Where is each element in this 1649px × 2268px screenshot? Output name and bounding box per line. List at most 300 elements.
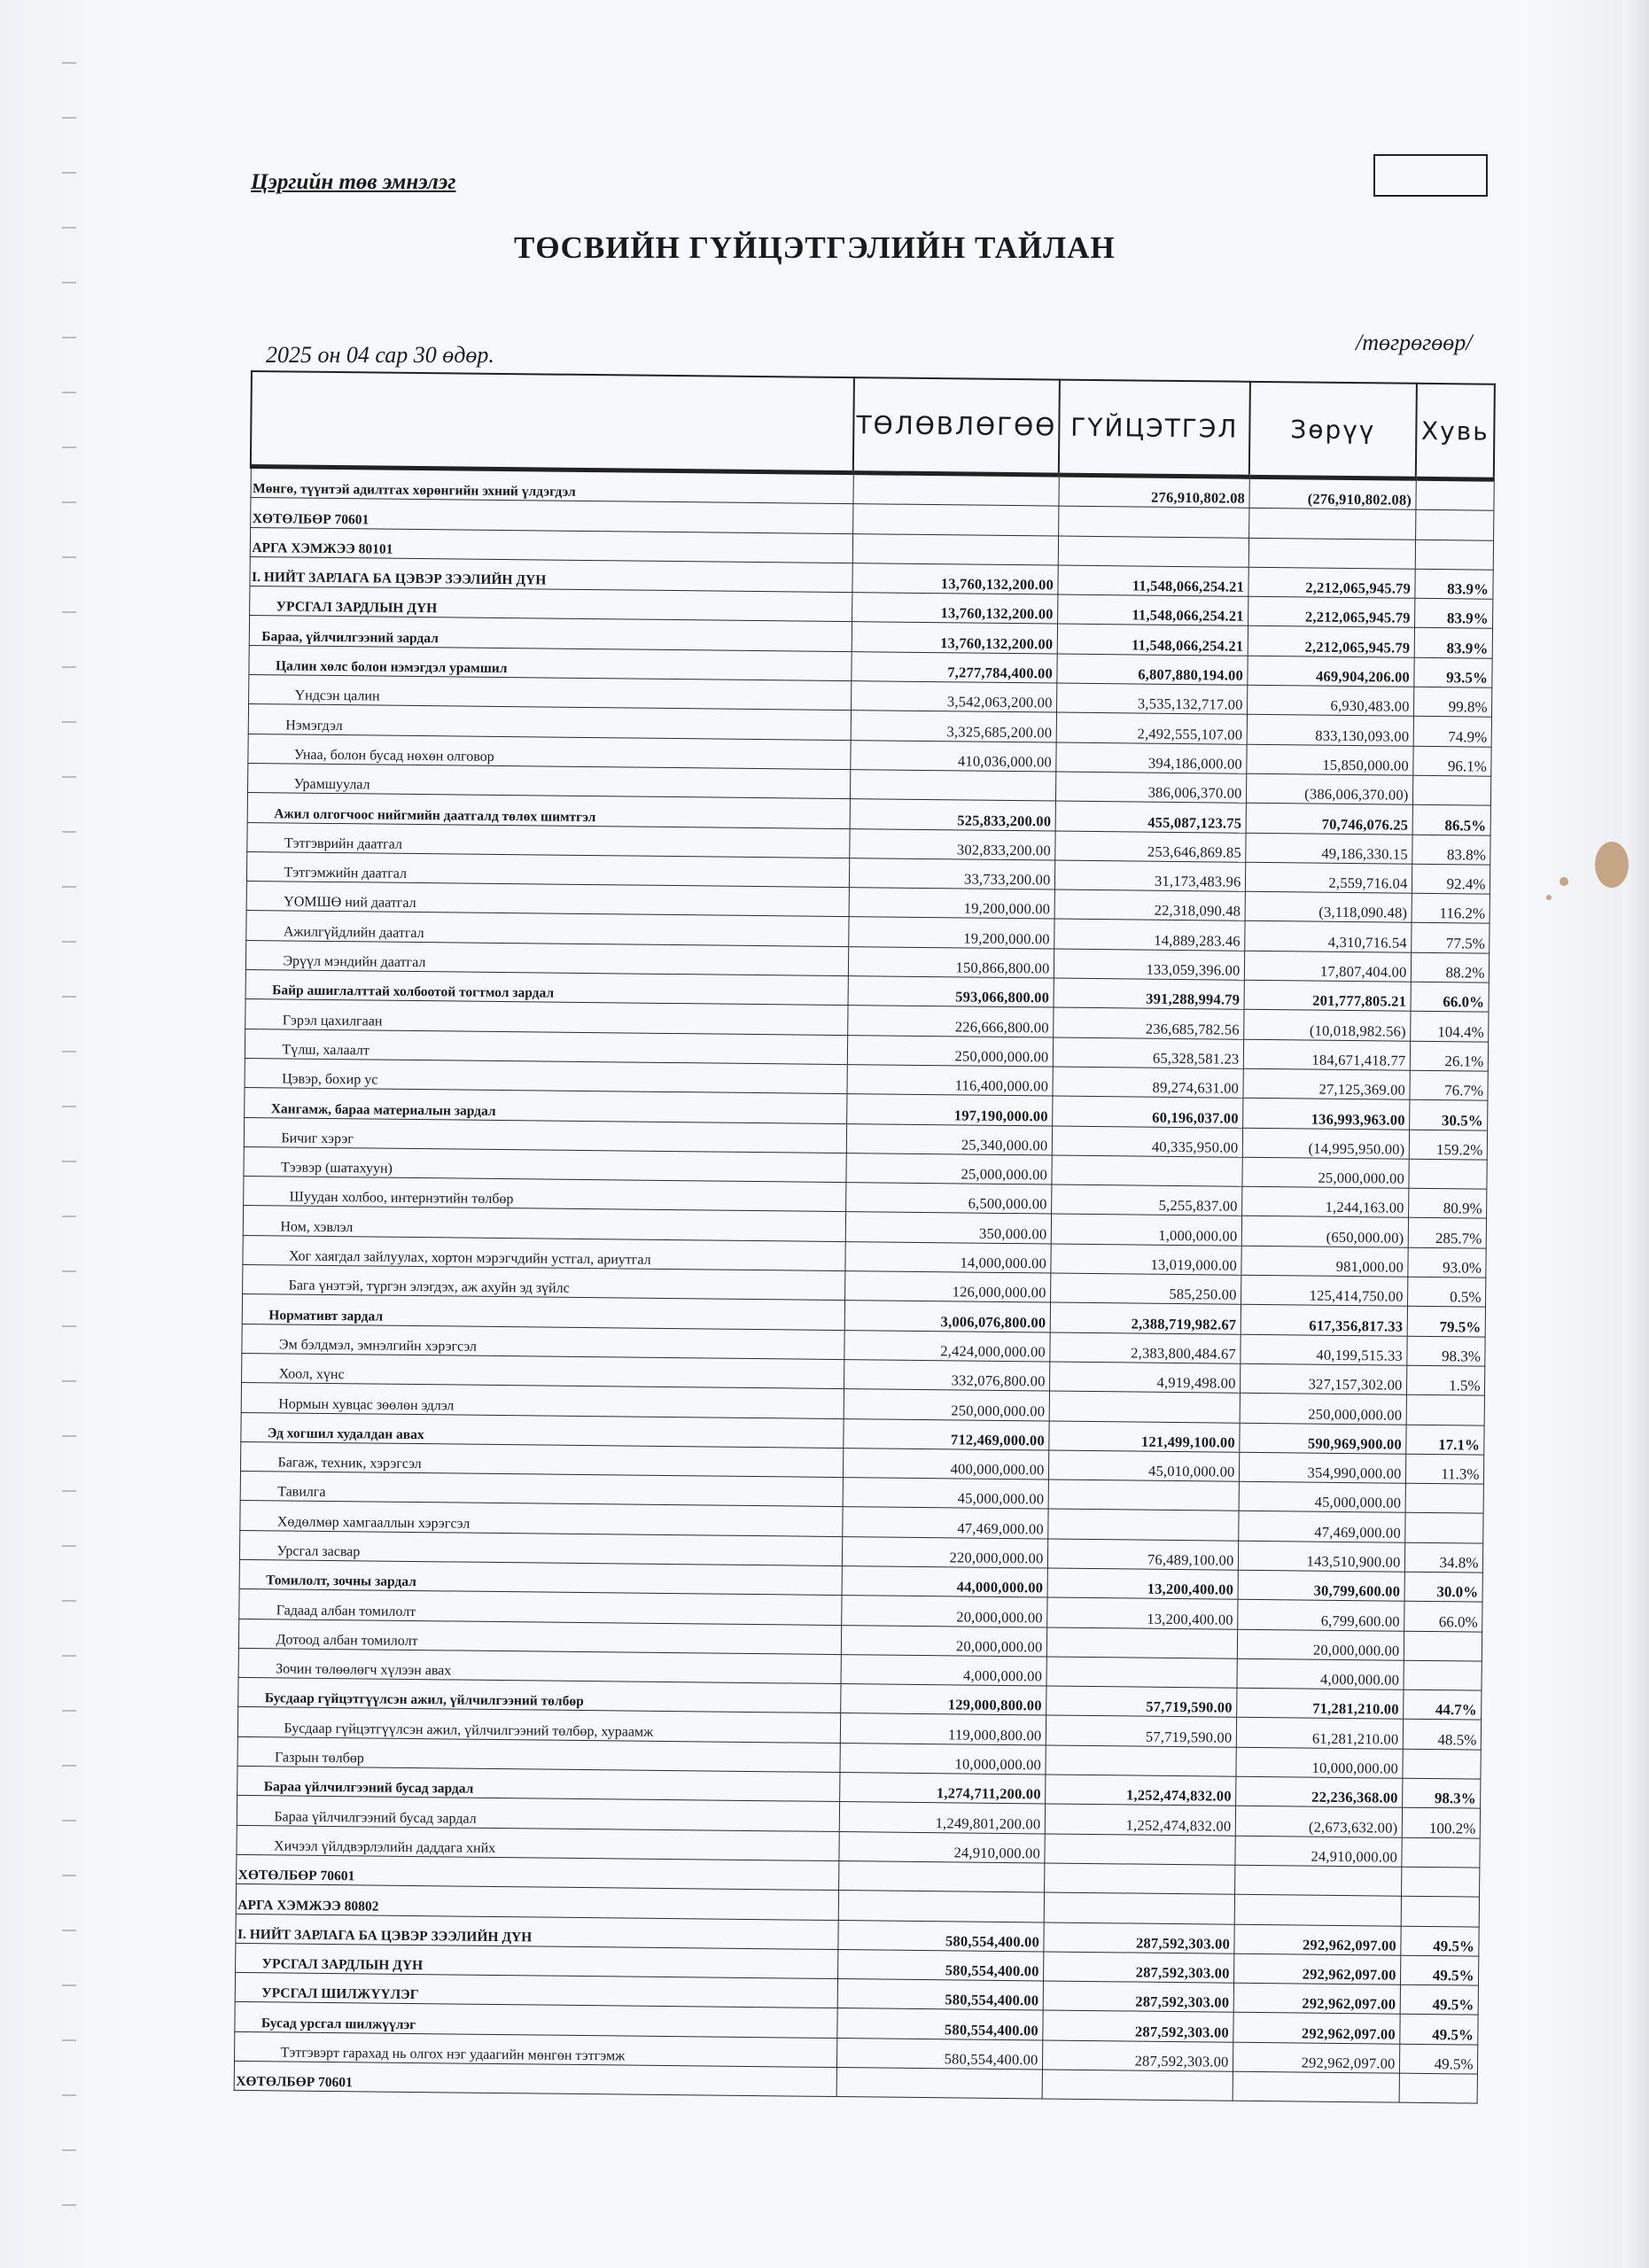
binder-mark: [62, 1765, 76, 1767]
row-execution: 60,196,037.00: [1052, 1096, 1242, 1128]
row-execution: 31,173,483.96: [1054, 860, 1245, 892]
row-percent: 30.0%: [1404, 1572, 1482, 1602]
row-percent: [1408, 1159, 1486, 1189]
row-difference: 25,000,000.00: [1241, 1157, 1408, 1188]
row-plan: 7,277,784,400.00: [851, 651, 1056, 683]
row-difference: 45,000,000.00: [1239, 1481, 1405, 1512]
binder-mark: [62, 1216, 76, 1217]
row-execution: 236,685,782.56: [1053, 1007, 1243, 1039]
row-execution: 287,592,303.00: [1042, 2010, 1233, 2042]
row-difference: 2,212,065,945.79: [1248, 596, 1414, 627]
row-label: Бусад урсгал шилжүүлэг: [234, 2002, 836, 2038]
binder-mark: [62, 776, 76, 778]
row-execution: [1046, 1627, 1237, 1659]
row-difference: [1248, 538, 1415, 569]
row-execution: 585,250.00: [1050, 1273, 1241, 1305]
row-plan: 3,325,685,200.00: [851, 711, 1056, 742]
row-percent: 48.5%: [1403, 1720, 1481, 1750]
row-difference: 49,186,330.15: [1245, 833, 1412, 864]
row-percent: 98.3%: [1406, 1336, 1484, 1366]
row-execution: 13,200,400.00: [1046, 1597, 1237, 1629]
row-plan: [838, 1860, 1044, 1892]
row-label: Тэтгэврийн даатгал: [246, 822, 849, 858]
report-title: ТӨСВИЙН ГҮЙЦЭТГЭЛИЙН ТАЙЛАН: [514, 230, 1116, 265]
row-label: Бараа үйлчилгээний бусад зардал: [237, 1766, 839, 1801]
row-percent: 49.5%: [1400, 1955, 1478, 1985]
row-difference: 184,671,418.77: [1243, 1039, 1410, 1070]
binder-mark: [62, 1325, 76, 1327]
binder-mark: [62, 1710, 76, 1712]
currency-unit: /төгрөгөөр/: [1356, 330, 1473, 355]
row-plan: 126,000,000.00: [844, 1271, 1050, 1303]
row-execution: 6,807,880,194.00: [1056, 654, 1247, 686]
row-percent: 34.8%: [1404, 1542, 1482, 1573]
row-plan: 3,542,063,200.00: [851, 681, 1056, 713]
row-label: Ажилгүйдлийн даатгал: [245, 911, 848, 946]
row-plan: 20,000,000.00: [841, 1596, 1046, 1627]
row-plan: 10,000,000.00: [839, 1743, 1045, 1775]
header-difference: Зөрүү: [1249, 382, 1417, 478]
row-execution: [1058, 506, 1248, 538]
binder-mark: [62, 1820, 76, 1821]
row-difference: 327,157,302.00: [1240, 1363, 1406, 1394]
row-percent: 99.8%: [1413, 687, 1491, 717]
binder-mark: [62, 1435, 76, 1437]
row-label: Зочин төлөөлөгч хүлээн авах: [238, 1648, 841, 1683]
row-difference: (14,995,950.00): [1242, 1128, 1409, 1159]
row-execution: 287,592,303.00: [1043, 1922, 1233, 1954]
row-plan: 410,036,000.00: [850, 740, 1055, 772]
row-percent: 92.4%: [1412, 864, 1490, 894]
row-label: Бусдаар гүйцэтгүүлсэн ажил, үйлчилгээний төлбөр, хураамж: [237, 1707, 840, 1743]
row-difference: 10,000,000.00: [1235, 1747, 1402, 1778]
row-label: Ном, хэвлэл: [243, 1206, 845, 1241]
row-execution: [1051, 1155, 1241, 1187]
row-percent: 100.2%: [1402, 1808, 1480, 1838]
row-label: Эм бэлдмэл, эмнэлгийн хэрэгсэл: [241, 1324, 844, 1359]
binder-mark: [62, 1051, 76, 1052]
binder-mark: [62, 1490, 76, 1492]
row-percent: 80.9%: [1408, 1188, 1486, 1218]
binder-mark: [62, 1930, 76, 1931]
row-plan: 47,469,000.00: [842, 1507, 1047, 1539]
row-execution: [1046, 1657, 1236, 1689]
row-plan: 1,274,711,200.00: [839, 1773, 1045, 1805]
row-plan: 33,733,200.00: [849, 858, 1054, 889]
row-percent: 285.7%: [1408, 1218, 1486, 1248]
row-execution: 2,383,800,484.67: [1049, 1332, 1240, 1364]
row-execution: 2,388,719,982.67: [1050, 1302, 1241, 1334]
row-difference: (2,673,632.00): [1235, 1806, 1402, 1837]
row-execution: 1,000,000.00: [1051, 1214, 1241, 1246]
row-label: Байр ашиглалттай холбоотой тогтмол зардал: [245, 970, 848, 1006]
row-difference: 250,000,000.00: [1240, 1393, 1406, 1424]
row-execution: 3,535,132,717.00: [1056, 683, 1247, 715]
row-percent: [1415, 540, 1493, 570]
row-label: Нормативт зардал: [242, 1294, 844, 1330]
header-percent: Хувь: [1416, 384, 1495, 479]
row-difference: 71,281,210.00: [1236, 1688, 1403, 1719]
row-percent: [1401, 1867, 1479, 1897]
row-percent: [1415, 478, 1493, 510]
row-label: Дотоод албан томилолт: [238, 1619, 841, 1654]
binder-mark: [62, 941, 76, 943]
binder-mark: [62, 501, 76, 503]
binder-mark: [62, 721, 76, 723]
row-execution: 45,010,000.00: [1048, 1450, 1239, 1482]
row-difference: 292,962,097.00: [1233, 1983, 1400, 2014]
row-difference: 61,281,210.00: [1236, 1718, 1403, 1749]
row-execution: 76,489,100.00: [1047, 1539, 1238, 1571]
row-difference: 4,000,000.00: [1236, 1658, 1403, 1689]
row-execution: 14,889,283.46: [1054, 919, 1244, 951]
binder-mark: [62, 2149, 76, 2151]
row-label: Цэвэр, бохир ус: [245, 1058, 847, 1093]
row-label: ХӨТӨЛБӨР 70601: [236, 1854, 838, 1890]
row-plan: 24,910,000.00: [838, 1831, 1044, 1863]
row-execution: 4,919,498.00: [1049, 1362, 1240, 1394]
row-percent: 83.9%: [1414, 628, 1492, 658]
row-percent: [1404, 1631, 1482, 1661]
row-plan: 44,000,000.00: [842, 1566, 1047, 1598]
row-execution: 133,059,396.00: [1054, 949, 1244, 981]
row-label: АРГА ХЭМЖЭЭ 80802: [236, 1884, 838, 1920]
row-percent: [1402, 1749, 1480, 1779]
row-difference: [1233, 2071, 1399, 2102]
header-execution: ГҮЙЦЭТГЭЛ: [1059, 380, 1250, 478]
row-execution: 287,592,303.00: [1042, 2040, 1233, 2072]
row-percent: 44.7%: [1403, 1689, 1481, 1720]
row-difference: 4,310,716.54: [1244, 921, 1411, 952]
row-difference: [1248, 509, 1415, 540]
binder-mark: [62, 556, 76, 558]
row-label: Унаа, болон бусад нөхөн олговор: [247, 734, 850, 769]
row-percent: 30.5%: [1409, 1099, 1487, 1130]
row-difference: (3,118,090.48): [1245, 891, 1412, 922]
row-plan: 712,469,000.00: [843, 1418, 1048, 1450]
row-percent: 83.9%: [1414, 598, 1492, 628]
row-difference: 617,356,817.33: [1241, 1305, 1407, 1336]
row-execution: 121,499,100.00: [1048, 1420, 1239, 1452]
row-plan: 197,190,000.00: [846, 1094, 1052, 1126]
row-execution: 253,646,869.85: [1054, 831, 1245, 863]
row-percent: 26.1%: [1410, 1041, 1488, 1071]
row-label: Бичиг хэрэг: [244, 1117, 846, 1153]
row-label: Хангамж, бараа материалын зардал: [244, 1088, 846, 1123]
row-label: Шуудан холбоо, интернэтийн төлбөр: [243, 1177, 845, 1212]
row-label: Томилолт, зочны зардал: [239, 1559, 842, 1595]
row-plan: 580,554,400.00: [837, 1979, 1043, 2011]
row-difference: [1234, 1894, 1401, 1925]
row-execution: 57,719,590.00: [1046, 1715, 1236, 1747]
row-percent: 159.2%: [1409, 1130, 1487, 1160]
row-execution: 65,328,581.23: [1053, 1037, 1243, 1069]
row-difference: (276,910,802.08): [1248, 477, 1415, 509]
row-execution: 11,548,066,254.21: [1057, 594, 1248, 626]
binder-mark: [62, 337, 76, 338]
row-label: Багаж, техник, хэрэгсэл: [240, 1441, 843, 1477]
row-execution: 276,910,802.08: [1058, 475, 1248, 509]
budget-table-wrapper: [233, 370, 1494, 2104]
row-percent: 83.9%: [1414, 569, 1492, 599]
row-execution: [1045, 1745, 1235, 1777]
binder-mark: [62, 1875, 76, 1876]
binder-mark: [62, 2094, 76, 2096]
binder-mark: [62, 62, 76, 64]
header-name: [251, 371, 854, 473]
row-percent: 11.3%: [1405, 1454, 1483, 1484]
report-date: 2025 он 04 сар 30 өдөр.: [266, 342, 494, 368]
row-plan: 250,000,000.00: [847, 1035, 1053, 1067]
binder-mark: [62, 1655, 76, 1657]
row-execution: 1,252,474,832.00: [1045, 1775, 1235, 1806]
row-execution: 287,592,303.00: [1043, 1981, 1233, 2013]
row-execution: 57,719,590.00: [1046, 1686, 1236, 1718]
row-difference: 2,212,065,945.79: [1248, 626, 1414, 657]
row-difference: [1234, 1865, 1401, 1896]
row-label: УРСГАЛ ЗАРДЛЫН ДҮН: [249, 586, 852, 622]
row-plan: 13,760,132,200.00: [852, 622, 1057, 654]
row-plan: 6,500,000.00: [845, 1183, 1051, 1215]
row-label: Тэтгэмжийн даатгал: [246, 851, 849, 887]
row-plan: 2,424,000,000.00: [844, 1330, 1049, 1362]
row-execution: [1044, 1892, 1234, 1924]
row-plan: 19,200,000.00: [848, 917, 1054, 949]
row-label: ХӨТӨЛБӨР 70601: [250, 498, 852, 533]
row-label: Хөдөлмөр хамгааллын хэрэгсэл: [239, 1501, 842, 1536]
row-plan: 220,000,000.00: [842, 1536, 1047, 1568]
row-percent: 86.5%: [1412, 805, 1490, 835]
row-difference: 292,962,097.00: [1233, 1953, 1400, 1984]
binder-mark: [62, 1984, 76, 1986]
row-difference: 2,559,716.04: [1245, 862, 1412, 893]
row-execution: [1044, 1834, 1234, 1866]
row-execution: [1048, 1480, 1239, 1511]
row-plan: 25,340,000.00: [846, 1123, 1052, 1155]
row-percent: 76.7%: [1409, 1070, 1487, 1100]
binder-mark: [62, 1380, 76, 1382]
row-execution: 13,019,000.00: [1050, 1244, 1241, 1276]
row-plan: 20,000,000.00: [841, 1625, 1046, 1657]
row-percent: 88.2%: [1411, 952, 1489, 983]
row-plan: [852, 533, 1058, 565]
row-percent: 49.5%: [1399, 2015, 1477, 2045]
row-label: Бараа үйлчилгээний бусад зардал: [237, 1796, 839, 1831]
row-label: Нормын хувцас зөөлөн эдлэл: [241, 1383, 844, 1418]
paper-stain: [1560, 877, 1568, 886]
row-percent: [1401, 1837, 1479, 1868]
row-difference: 15,850,000.00: [1246, 744, 1412, 775]
row-plan: 580,554,400.00: [836, 2038, 1042, 2070]
row-difference: 136,993,963.00: [1242, 1099, 1409, 1130]
row-label: УРСГАЛ ЗАРДЛЫН ДҮН: [235, 1943, 837, 1978]
budget-table: [233, 370, 1496, 2104]
row-label: Газрын төлбөр: [237, 1736, 840, 1772]
binder-mark: [62, 1270, 76, 1272]
row-plan: 332,076,800.00: [844, 1359, 1049, 1391]
binder-mark: [62, 666, 76, 668]
row-plan: 14,000,000.00: [844, 1241, 1050, 1273]
row-percent: 93.0%: [1407, 1247, 1485, 1278]
row-percent: [1404, 1513, 1482, 1543]
row-execution: 5,255,837.00: [1051, 1184, 1241, 1216]
paper-stain: [1546, 895, 1552, 900]
row-difference: 47,469,000.00: [1238, 1511, 1404, 1542]
row-percent: [1399, 2073, 1477, 2103]
row-difference: 20,000,000.00: [1237, 1629, 1404, 1660]
binder-mark: [62, 227, 76, 229]
row-difference: 354,990,000.00: [1239, 1452, 1405, 1483]
row-execution: [1047, 1509, 1238, 1541]
row-label: Түлш, халаалт: [245, 1029, 847, 1064]
binder-mark: [62, 282, 76, 284]
row-difference: 27,125,369.00: [1242, 1068, 1409, 1099]
row-percent: 79.5%: [1407, 1307, 1485, 1337]
row-label: Эд хогшил худалдан авах: [240, 1412, 843, 1448]
organization-name: Цэргийн төв эмнэлэг: [251, 170, 456, 194]
row-execution: 386,006,370.00: [1055, 772, 1246, 804]
row-execution: 22,318,090.48: [1054, 889, 1245, 921]
row-plan: [852, 504, 1058, 536]
row-label: Урсгал засвар: [239, 1530, 842, 1565]
row-percent: 49.5%: [1399, 2044, 1477, 2074]
binder-mark: [62, 1545, 76, 1547]
row-label: ХӨТӨЛБӨР 70601: [234, 2061, 836, 2096]
row-difference: 469,904,206.00: [1247, 656, 1413, 687]
row-plan: 302,833,200.00: [849, 828, 1054, 860]
row-percent: 93.5%: [1413, 657, 1491, 687]
row-difference: 590,969,900.00: [1239, 1423, 1405, 1454]
binder-mark: [62, 117, 76, 119]
paper-edge: [1622, 0, 1649, 2268]
row-plan: 593,066,800.00: [848, 976, 1054, 1008]
row-percent: 66.0%: [1404, 1601, 1482, 1631]
row-execution: 13,200,400.00: [1047, 1568, 1238, 1600]
row-percent: 104.4%: [1410, 1012, 1488, 1042]
row-execution: 11,548,066,254.21: [1057, 565, 1248, 597]
row-difference: (650,000.00): [1241, 1216, 1408, 1247]
row-plan: 150,866,800.00: [848, 946, 1054, 978]
row-plan: 13,760,132,200.00: [852, 563, 1057, 595]
row-label: АРГА ХЭМЖЭЭ 80101: [250, 527, 852, 563]
row-difference: 125,414,750.00: [1241, 1275, 1407, 1306]
row-label: Тэтгэвэрт гарахад нь олгох нэг удаагийн мөнгөн тэтгэмж: [234, 2031, 836, 2067]
binder-mark: [62, 392, 76, 393]
row-difference: 292,962,097.00: [1233, 1924, 1400, 1955]
header-plan: ТӨЛӨВЛӨГӨӨ: [853, 377, 1060, 475]
row-label: Гадаад албан томилолт: [238, 1589, 841, 1625]
row-label: I. НИЙТ ЗАРЛАГА БА ЦЭВЭР ЗЭЭЛИЙН ДҮН: [235, 1914, 837, 1949]
row-percent: 49.5%: [1400, 1984, 1478, 2015]
row-plan: 580,554,400.00: [837, 1949, 1043, 1981]
row-execution: 11,548,066,254.21: [1057, 625, 1248, 656]
row-percent: 49.5%: [1400, 1926, 1478, 1956]
row-label: Хоол, хүнс: [241, 1353, 844, 1388]
row-difference: 981,000.00: [1241, 1246, 1407, 1277]
row-label: Бараа, үйлчилгээний зардал: [249, 616, 852, 651]
row-label: Бага үнэтэй, түргэн элэгдэх, аж ахуйн эд зүйлс: [242, 1264, 844, 1300]
row-label: Гэрэл цахилгаан: [245, 999, 847, 1035]
row-label: Эрүүл мэндийн даатгал: [245, 940, 848, 975]
row-difference: 6,930,483.00: [1247, 685, 1413, 716]
row-label: Бусдаар гүйцэтгүүлсэн ажил, үйлчилгээний төлбөр: [237, 1678, 840, 1713]
row-label: Мөнгө, түүнтэй адилтгах хөрөнгийн эхний үлдэгдэл: [250, 467, 852, 504]
row-percent: 96.1%: [1412, 746, 1490, 776]
row-percent: [1412, 775, 1490, 805]
row-difference: 143,510,900.00: [1238, 1541, 1404, 1572]
row-percent: [1406, 1394, 1484, 1425]
row-plan: 25,000,000.00: [845, 1153, 1051, 1184]
row-execution: [1058, 536, 1248, 568]
code-box: [1373, 154, 1488, 197]
row-execution: [1042, 2070, 1233, 2101]
row-plan: 400,000,000.00: [843, 1448, 1048, 1480]
row-difference: 292,962,097.00: [1233, 2042, 1399, 2073]
row-plan: 226,666,800.00: [847, 1006, 1053, 1037]
binder-mark: [62, 2204, 76, 2206]
row-label: Хог хаягдал зайлуулах, хортон мэрэгчдийн устгал, ариутгал: [242, 1235, 844, 1270]
row-label: Хичээл үйлдвэрлэлийн даддага хнйх: [236, 1825, 838, 1860]
row-percent: 98.3%: [1402, 1778, 1480, 1808]
binder-mark: [62, 2039, 76, 2041]
row-difference: 292,962,097.00: [1233, 2013, 1399, 2044]
paper-stain: [1595, 842, 1629, 888]
row-label: Тавилга: [240, 1472, 843, 1507]
row-difference: (386,006,370.00): [1246, 773, 1412, 804]
table-body: [234, 467, 1494, 2104]
row-percent: 116.2%: [1412, 893, 1490, 923]
row-plan: 45,000,000.00: [843, 1478, 1048, 1510]
row-execution: 1,252,474,832.00: [1045, 1804, 1235, 1836]
row-execution: 394,186,000.00: [1055, 742, 1246, 774]
binder-mark: [62, 886, 76, 888]
row-plan: 4,000,000.00: [841, 1654, 1046, 1686]
binder-mark: [62, 831, 76, 833]
row-plan: [836, 2068, 1042, 2100]
row-execution: 40,335,950.00: [1052, 1126, 1242, 1158]
row-difference: 40,199,515.33: [1240, 1334, 1406, 1365]
row-label: Нэмэгдэл: [248, 704, 851, 740]
row-difference: 17,807,404.00: [1244, 951, 1411, 982]
row-percent: 74.9%: [1413, 717, 1491, 747]
binder-mark: [62, 611, 76, 613]
row-execution: 455,087,123.75: [1055, 801, 1246, 833]
row-plan: 580,554,400.00: [836, 2008, 1042, 2040]
row-label: Тээвэр (шатахуун): [243, 1146, 845, 1182]
row-difference: 1,244,163.00: [1241, 1186, 1408, 1217]
row-label: I. НИЙТ ЗАРЛАГА БА ЦЭВЭР ЗЭЭЛИЙН ДҮН: [249, 556, 852, 592]
row-plan: 580,554,400.00: [837, 1920, 1043, 1952]
row-difference: 70,746,076.25: [1246, 804, 1412, 835]
row-plan: 116,400,000.00: [846, 1065, 1052, 1097]
row-difference: 6,799,600.00: [1237, 1600, 1404, 1631]
row-plan: 1,249,801,200.00: [839, 1802, 1045, 1834]
binder-holes: [62, 35, 78, 2233]
row-percent: [1415, 510, 1493, 540]
row-percent: 1.5%: [1406, 1365, 1484, 1395]
row-plan: 119,000,800.00: [840, 1713, 1046, 1745]
row-plan: 19,200,000.00: [849, 888, 1054, 920]
binder-mark: [62, 996, 76, 998]
binder-mark: [62, 447, 76, 448]
row-label: Цалин хөлс болон нэмэгдэл урамшил: [248, 645, 851, 680]
row-percent: [1403, 1660, 1481, 1690]
row-percent: [1405, 1483, 1483, 1513]
row-plan: 525,833,200.00: [850, 799, 1055, 831]
table-header-row: [251, 371, 1495, 479]
row-label: УРСГАЛ ШИЛЖҮҮЛЭГ: [235, 1973, 837, 2008]
row-difference: 201,777,805.21: [1244, 980, 1411, 1011]
